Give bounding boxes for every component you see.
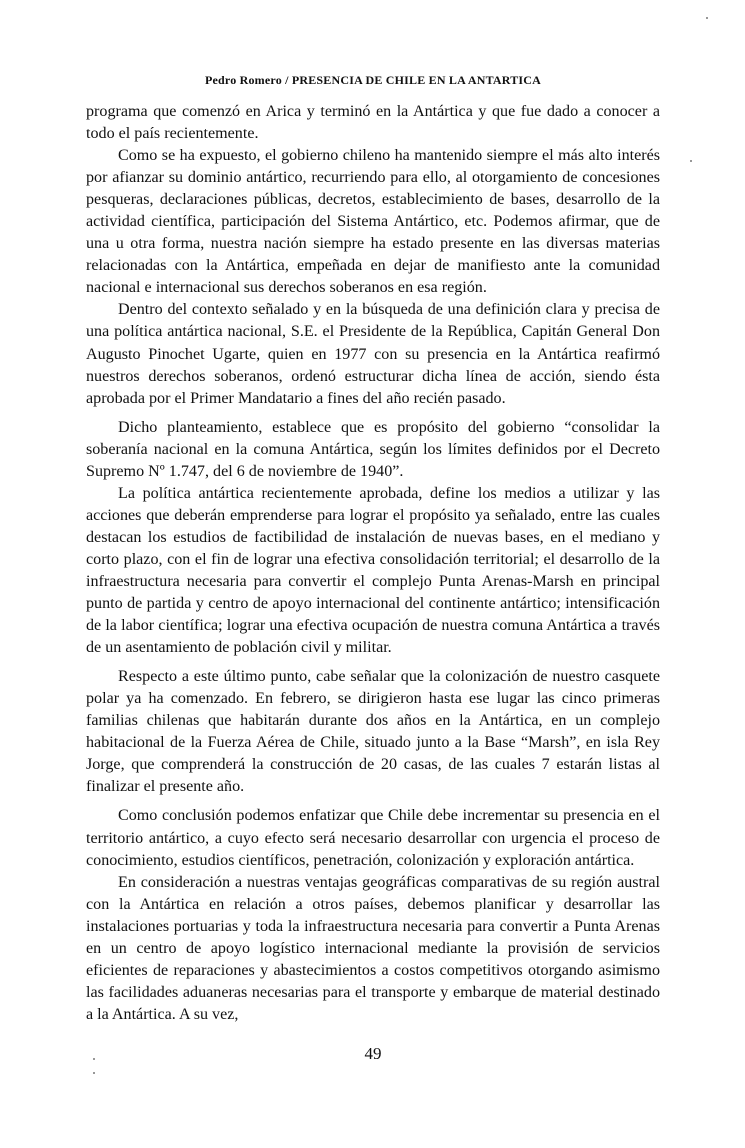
body-text	[86, 101, 660, 1026]
paragraph-1: programa que comenzó en Arica y terminó en la Antártica y que fue dado a conocer a todo el país recientemente.	[86, 103, 660, 143]
paragraph-2: Como se ha expuesto, el gobierno chileno ha mantenido siempre el más alto interés por afianzar su dominio antártico, recurriendo para ello, al otorgamiento de concesiones pesqueras, declaraciones públicas, decretos, establecimiento de bases, desarrollo de la actividad científica, participación del Sistema Antártico, etc. Podemos afirmar, que de una u otra forma, nuestra nación siempre ha estado presente en las diversas materias relacionadas con la Antártica, empeñada en dejar de manifiesto ante la comunidad nacional e internacional sus derechos soberanos en esa región.	[86, 147, 660, 297]
paragraph-3: Dentro del contexto señalado y en la búsqueda de una definición clara y precisa de una política antártica nacional, S.E. el Presidente de la República, Capitán General Don Augusto Pinochet Ugarte, quien en 1977 con su presencia en la Antártica reafirmó nuestros derechos soberanos, ordenó estructurar dicha línea de acción, siendo ésta aprobada por el Primer Mandatario a fines del año recién pasado.	[86, 301, 660, 407]
paragraph-5: La política antártica recientemente aprobada, define los medios a utilizar y las acciones que deberán emprenderse para lograr el propósito ya señalado, entre las cuales destacan los estudios de factibilidad de instalación de nuevas bases, en el mediano y corto plazo, con el fin de lograr una efectiva consolidación territorial; el desarrollo de la infraestructura necesaria para convertir el complejo Punta Arenas-Marsh en principal punto de partida y centro de apoyo internacional del continente antártico; intensificación de la labor científica; lograr una efectiva ocupación de nuestra comuna Antártica a través de un asentamiento de población civil y militar.	[86, 484, 660, 657]
paragraph-8: En consideración a nuestras ventajas geográficas comparativas de su región austral con la Antártica en relación a otros países, debemos planificar y desarrollar las instalaciones portuarias y toda la infraestructura necesaria para convertir a Punta Arenas en un centro de apoyo logístico internacional mediante la provisión de servicios eficientes de reparaciones y abastecimientos a costos competitivos otorgando asimismo las facilidades aduaneras necesarias para el transporte y embarque de material destinado a la Antártica. A su vez,	[86, 873, 660, 1023]
scan-speck	[93, 1072, 95, 1074]
paragraph-6: Respecto a este último punto, cabe señalar que la colonización de nuestro casquete polar ya ha comenzado. En febrero, se dirigieron hasta ese lugar las cinco primeras familias chilenas que habitarán durante dos años en la Antártica, en un complejo habitacional de la Fuerza Aérea de Chile, situado junto a la Base “Marsh”, en isla Rey Jorge, que comprenderá la construcción de 20 casas, de las cuales 7 estarán listas al finalizar el presente año.	[86, 668, 660, 796]
running-head: Pedro Romero / PRESENCIA DE CHILE EN LA ANTARTICA	[204, 73, 542, 87]
paragraph-7: Como conclusión podemos enfatizar que Chile debe incrementar su presencia en el territorio antártico, a cuyo efecto será necesario desarrollar con urgencia el proceso de conocimiento, estudios científicos, penetración, colonización y exploración antártica.	[86, 807, 660, 869]
paragraph-4: Dicho planteamiento, establece que es propósito del gobierno “consolidar la soberanía nacional en la comuna Antártica, según los límites definidos por el Decreto Supremo Nº 1.747, del 6 de noviembre de 1940”.	[86, 418, 660, 480]
scan-speck	[706, 17, 708, 19]
scan-speck	[93, 1058, 95, 1060]
page-number: 49	[364, 1044, 382, 1063]
scan-speck	[690, 160, 692, 162]
